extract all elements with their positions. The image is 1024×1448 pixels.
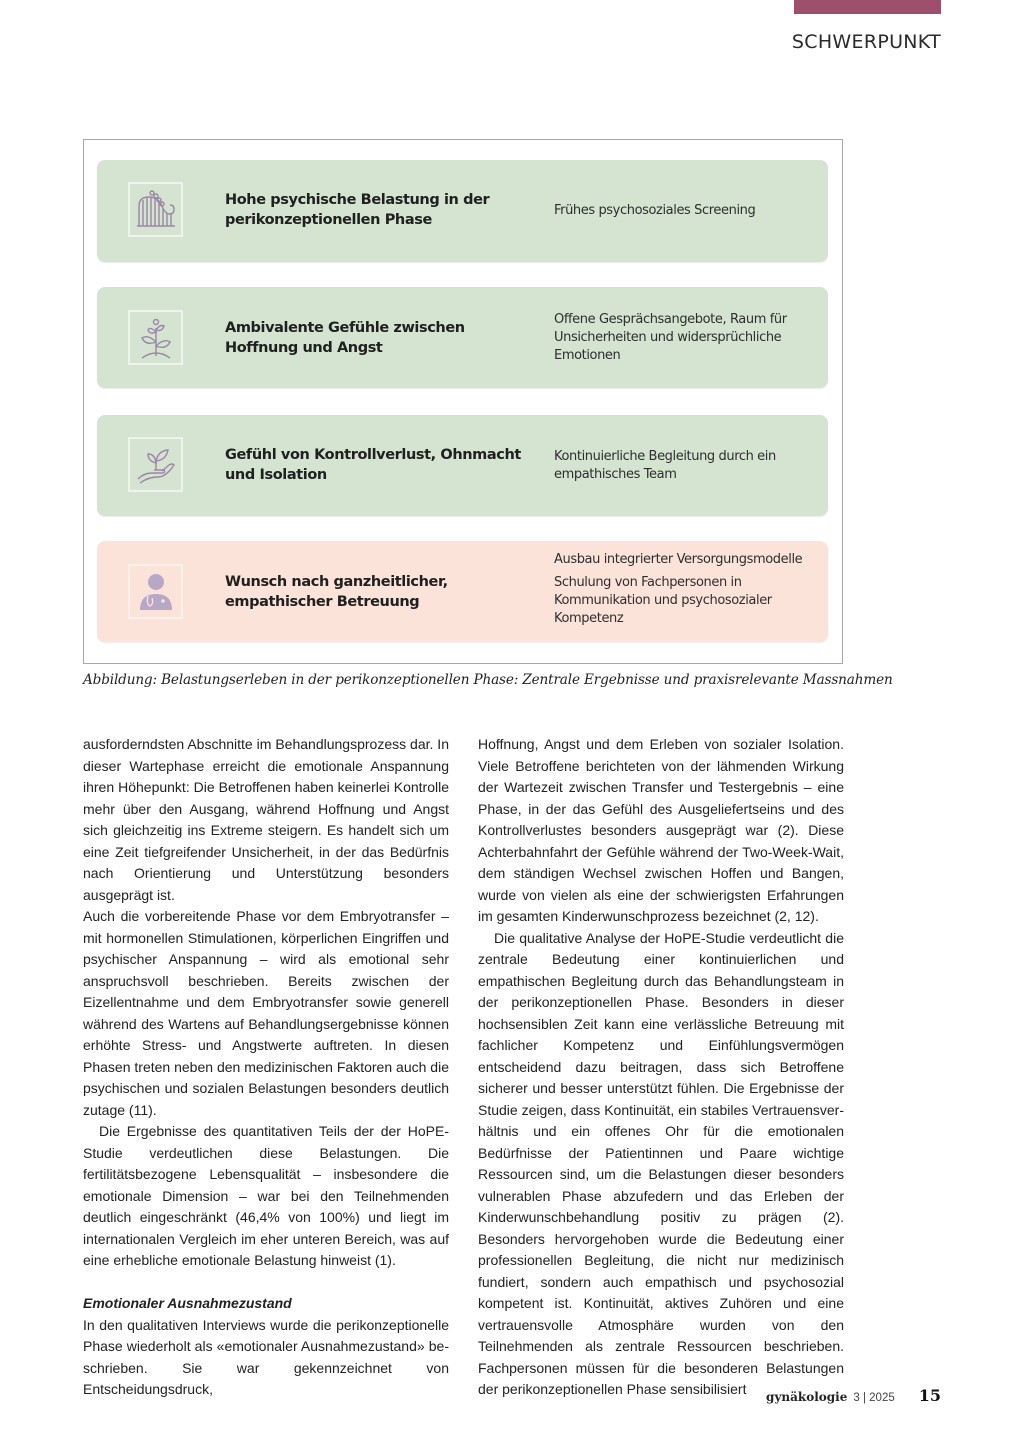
measure-list [554,202,819,220]
measure-list [554,311,819,365]
figure-row-2 [97,287,828,388]
measure-item: Kontinuierliche Begleitung durch ein empathisches Team [554,449,776,482]
journal-name: gynäkologie [766,1390,848,1404]
body-column-left [83,734,449,1401]
measure-item: Schulung von Fachpersonen in Kommunikation und psychosozialer Kompetenz [554,575,772,626]
finding-text: Wunsch nach ganzheitlicher, empathischer Betreuung [225,574,448,610]
rollercoaster-icon [128,182,183,237]
paragraph: Die qualitative Analyse der HoPE-Studie verdeutlicht die zentrale Bedeutung einer kontinuierlichen und empathischen Begleitung durch das Behandlungsteam in der perikonzeptionellen Phase. Besonders in dieser hochsensiblen Zeit kann eine verlässliche Betreuung mit fachlicher Kompetenz und Einfühlungsvermögen entscheidend dazu beitragen, dass sich Betroffene sicherer und besser unterstützt fühlen. Die Ergebnisse der Studie zeigen, dass Kontinuität, ein stabiles Vertrauensverhältnis und ein offenes Ohr für die emotionalen Bedürfnisse der Patientinnen und Paare wichtige Ressourcen sind, um die Belastungen dieser besonders vulnerablen Phase abzufedern und das Erleben der Kinderwunschbehandlung positiv zu prägen (2). Besonders hervorgehoben wurde die Bedeutung einer professionellen Begleitung, die nicht nur medizinisch fundiert, sondern auch empathisch und psychosozial kompetent ist. Kontinuität, aktives Zuhören und eine vertrauensvolle Atmosphäre wurden von den Teilnehmenden als zentrale Ressourcen beschrieben. Fachpersonen müssen für die besonderen Belastungen der perikonzeptionellen Phase sensibilisiert [478,929,844,1397]
page-number: 15 [918,1386,941,1405]
finding-text: Hohe psychische Belastung in der perikonzeptionellen Phase [225,192,490,228]
section-accent-bar [794,0,941,14]
paragraph: Die Ergebnisse des quantitativen Teils der der HoPE-Studie verdeutlichen diese Belastungen. Die fertilitätsbezogene Lebensqualität – insbesondere die emotionale Dimension – war bei den Teilnehmenden deutlich eingeschränkt (46,4% von 100%) und liegt im internationalen Vergleich im eher unteren Bereich, was auf eine erhebliche emotionale Belastung hinweist (1). [83,1123,449,1268]
body-column-right [478,734,844,1401]
measure-item: Offene Gesprächsangebote, Raum für Unsicherheiten und widersprüchliche Emotionen [554,312,787,363]
measure-item: Frühes psychosoziales Screening [554,203,756,218]
figure-caption: Abbildung: Belastungserleben in der perikonzeptionellen Phase: Zentrale Ergebnisse und praxisrelevante Massnahmen [83,672,893,688]
figure-row-3 [97,415,828,516]
measure-item: Ausbau integrierter Versorgungsmodelle [554,552,803,567]
issue-number: 3 | 2025 [853,1392,895,1404]
hand-plant-icon [128,437,183,492]
paragraph: ausforderndsten Abschnitte im Behandlungsprozess dar. In dieser Wartephase erreicht die emotionale Anspannung ihren Höhepunkt: Die Betroffenen haben keinerlei Kontrolle mehr über den Ausgang, während Hoffnung und Angst sich gleichzeitig ins Extreme steigern. Es handelt sich um eine Zeit tiefgreifender Unsicherheit, in der das Bedürfnis nach Orientierung und Unterstützung besonders ausgeprägt ist. [83,736,449,903]
measure-list [554,448,819,484]
paragraph: In den qualitativen Interviews wurde die perikonzeptionelle Phase wiederholt als «emotionaler Ausnahmezustand» beschrieben. Sie war gekennzeichnet von Entscheidungsdruck, [83,1316,449,1397]
sprout-icon [128,310,183,365]
paragraph: Hoffnung, Angst und dem Erleben von sozialer Isolation. Viele Betroffene berichteten von der lähmenden Wirkung der Wartezeit zwischen Transfer und Testergebnis – eine Phase, in der das Gefühl des Ausgeliefertseins und des Kontrollverlustes besonders ausgeprägt war (2). Diese Achterbahnfahrt der Gefühle während der Two-Week-Wait, dem ständigen Wechsel zwischen Hoffen und Bangen, wurde von vielen als eine der schwierigsten Erfahrungen im gesamten Kinderwunschprozess bezeichnet (2, 12). [478,736,844,924]
section-label: SCHWERPUNKT [791,31,941,53]
figure-row-4 [97,541,828,642]
finding-text: Ambivalente Gefühle zwischen Hoffnung und Angst [225,320,465,356]
measure-list [554,551,819,628]
paragraph: Auch die vorbereitende Phase vor dem Embryotransfer – mit hormonellen Stimulationen, körperlichen Eingriffen und psychischer Anspannung – wird als emotional sehr anspruchsvoll beschrieben. Bereits zwischen der Eizellentnahme und dem Embryotransfer sowie generell während des Wartens auf Behandlungsergebnisse können erhöhte Stress- und Angstwerte auftreten. In diesen Phasen treten neben den medizinischen Faktoren auch die psychischen und sozialen Belastungen besonders deutlich zutage (11). [83,908,449,1118]
finding-text: Gefühl von Kontrollverlust, Ohnmacht und Isolation [225,447,521,483]
figure-row-1 [97,160,828,262]
doctor-icon [128,564,183,619]
subheading: Emotionaler Ausnahmezustand [83,1295,292,1311]
page-footer [766,1386,941,1405]
figure-belastung [83,139,843,664]
